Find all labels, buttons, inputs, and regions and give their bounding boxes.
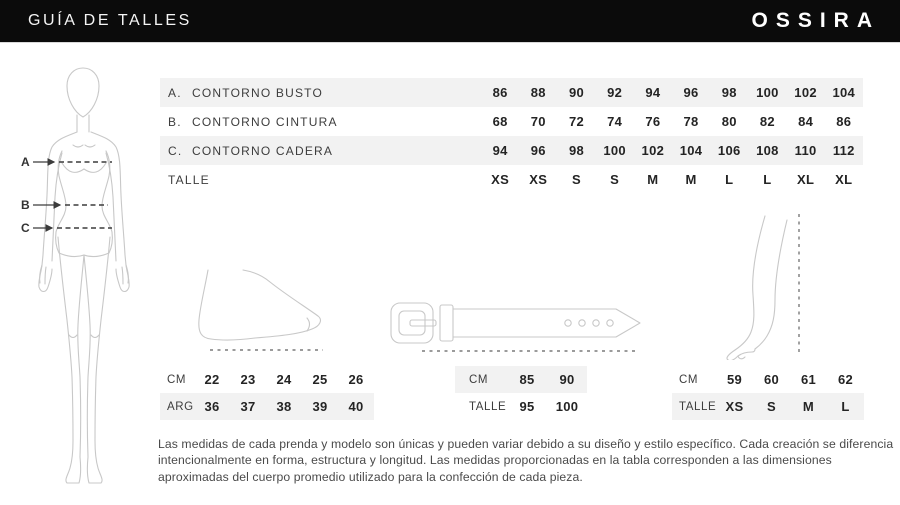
row-label: B. CONTORNO CINTURA: [168, 114, 338, 129]
table-cell: S: [571, 172, 581, 187]
table-cell: L: [841, 399, 850, 414]
table-cell: XL: [835, 172, 853, 187]
table-cell: 96: [683, 85, 699, 100]
row-label: TALLE: [168, 172, 210, 187]
table-row: [672, 366, 864, 393]
table-cell: 108: [756, 143, 779, 158]
table-cell: 40: [348, 399, 364, 414]
table-cell: 39: [312, 399, 328, 414]
table-cell: L: [725, 172, 734, 187]
foot-size-table: [160, 366, 374, 420]
measure-label-b: B: [21, 198, 30, 212]
table-cell: 25: [312, 372, 328, 387]
figure-right-half: [84, 132, 129, 483]
belt-illustration: [388, 296, 648, 358]
table-cell: 102: [641, 143, 665, 158]
table-cell: 95: [519, 399, 535, 414]
table-cell: M: [802, 399, 815, 414]
table-cell: XS: [529, 172, 548, 187]
row-label: CM: [679, 373, 699, 386]
table-cell: 100: [603, 143, 626, 158]
table-row: [455, 366, 587, 393]
table-cell: 106: [717, 143, 741, 158]
table-cell: XS: [491, 172, 510, 187]
table-cell: 98: [568, 143, 584, 158]
table-cell: 84: [798, 114, 814, 129]
table-cell: 80: [721, 114, 737, 129]
row-label: ARG: [167, 400, 194, 413]
table-cell: 104: [679, 143, 703, 158]
table-cell: 90: [568, 85, 584, 100]
table-cell: 36: [204, 399, 220, 414]
table-cell: 100: [756, 85, 779, 100]
body-figure-illustration: [18, 55, 158, 495]
table-cell: 26: [348, 372, 364, 387]
table-cell: XL: [796, 172, 815, 187]
row-label: TALLE: [469, 400, 507, 413]
table-cell: 88: [530, 85, 546, 100]
table-row: [160, 393, 374, 420]
foot-illustration: [195, 262, 340, 357]
table-row: [160, 165, 863, 194]
table-cell: 74: [607, 114, 623, 129]
table-row: [672, 393, 864, 420]
row-label: CM: [167, 373, 187, 386]
table-row: [160, 78, 863, 107]
row-label: A. CONTORNO BUSTO: [168, 85, 324, 100]
table-cell: 24: [276, 372, 292, 387]
table-cell: 72: [568, 114, 584, 129]
table-row: [160, 107, 863, 136]
table-row: [455, 393, 587, 420]
table-cell: 90: [559, 372, 575, 387]
figure-left-half: [39, 132, 84, 483]
table-row: [160, 366, 374, 393]
table-cell: 104: [832, 85, 856, 100]
main-size-table: [160, 78, 863, 194]
table-cell: 94: [492, 143, 508, 158]
table-cell: 76: [645, 114, 661, 129]
table-cell: 92: [607, 85, 623, 100]
table-cell: S: [767, 399, 776, 414]
table-cell: 37: [240, 399, 256, 414]
table-cell: 100: [555, 399, 579, 414]
row-label: TALLE: [679, 400, 717, 413]
table-cell: 110: [794, 143, 817, 158]
row-label: CM: [469, 373, 489, 386]
table-cell: M: [685, 172, 697, 187]
table-cell: 96: [530, 143, 546, 158]
page-title: GUÍA DE TALLES: [28, 12, 192, 29]
table-cell: 98: [721, 85, 737, 100]
table-cell: XS: [725, 399, 744, 414]
table-cell: S: [610, 172, 620, 187]
table-cell: 82: [759, 114, 775, 129]
table-cell: 70: [530, 114, 546, 129]
table-cell: 61: [800, 372, 817, 387]
table-cell: 62: [837, 372, 854, 387]
brand-logo: OSSIRA: [751, 9, 880, 32]
disclaimer-text: Las medidas de cada prenda y modelo son únicas y pueden variar debido a su diseño y estilo específico. Cada creación se diferencia intencionalmente en forma, estructura y longitud. Las medidas proporcionadas en la tabla corresponden a las dimensiones aproximadas del cuerpo promedio utilizado para la confección de cada pieza.: [158, 437, 894, 484]
table-cell: 86: [836, 114, 852, 129]
table-cell: 102: [794, 85, 817, 100]
row-label: C. CONTORNO CADERA: [168, 143, 334, 158]
table-cell: 94: [645, 85, 661, 100]
table-cell: 68: [492, 114, 508, 129]
header-bar: [0, 0, 900, 42]
table-row: [160, 136, 863, 165]
table-cell: 85: [519, 372, 535, 387]
measure-label-a: A: [21, 155, 30, 169]
table-cell: 78: [683, 114, 699, 129]
arm-size-table: [672, 366, 864, 420]
table-cell: 23: [240, 372, 256, 387]
arm-illustration: [715, 210, 815, 360]
table-cell: M: [647, 172, 659, 187]
belt-size-table: [455, 366, 587, 420]
table-cell: 22: [204, 372, 220, 387]
table-cell: 112: [832, 143, 855, 158]
table-cell: 38: [276, 399, 292, 414]
measure-label-c: C: [21, 221, 30, 235]
table-cell: L: [763, 172, 772, 187]
table-cell: 86: [492, 85, 508, 100]
table-cell: 60: [763, 372, 780, 387]
table-cell: 59: [726, 372, 743, 387]
